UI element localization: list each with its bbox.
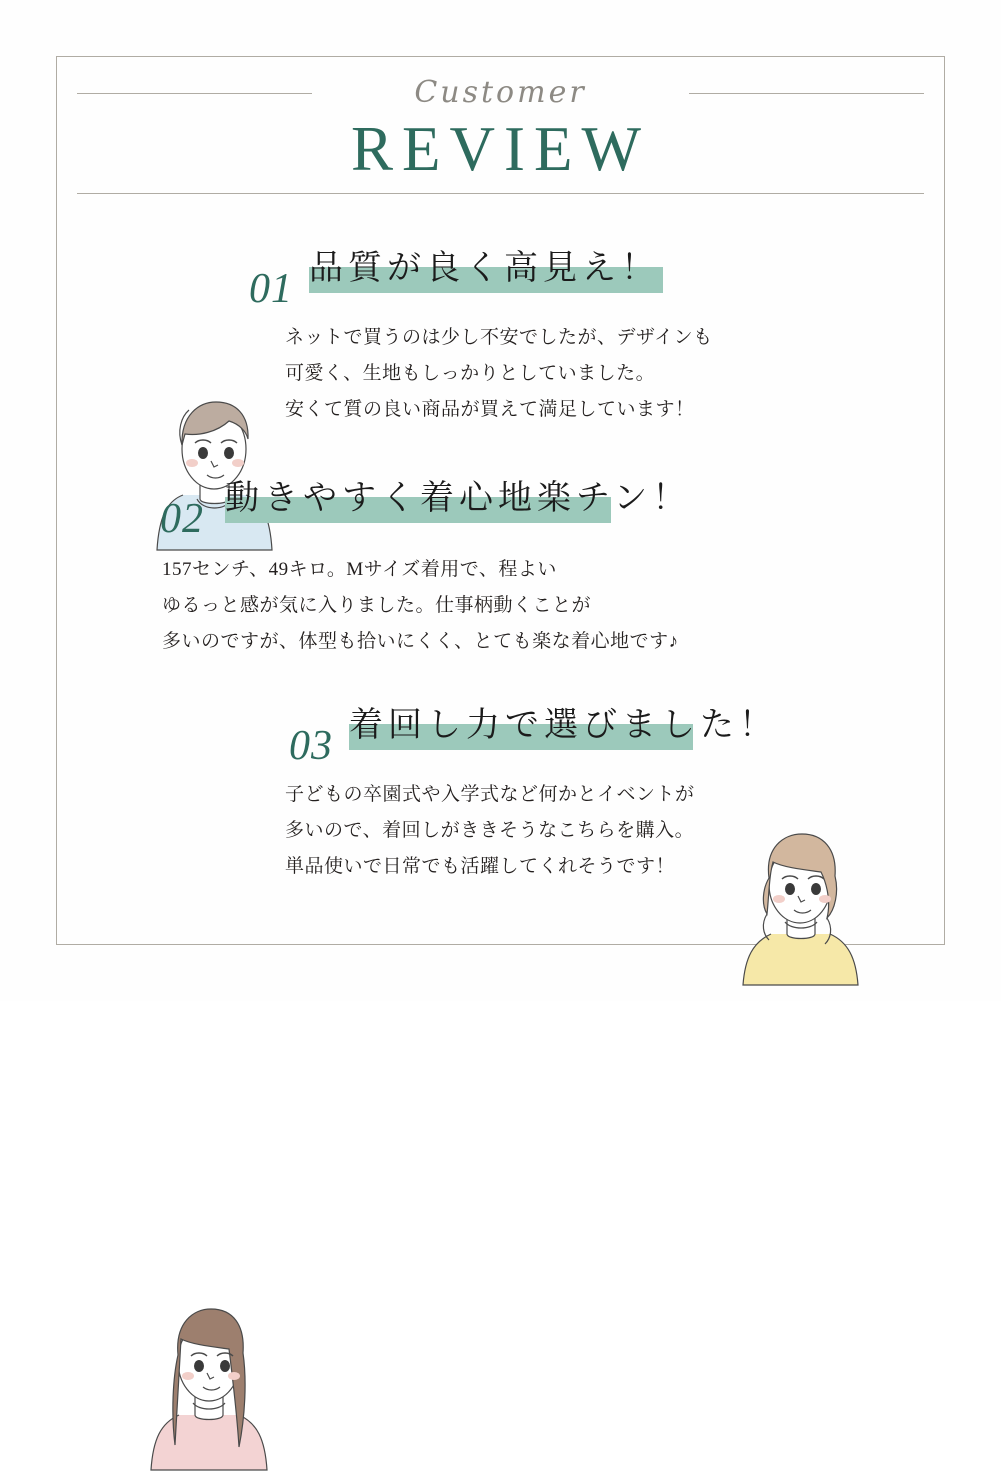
review-headline-2: 動きやすく着心地楽チン！ <box>225 480 692 517</box>
avatar-long-hair-woman <box>127 1297 292 1472</box>
page-frame <box>56 56 945 945</box>
review-headline-1: 品質が良く高見え！ <box>309 250 660 287</box>
review-headline-3: 着回し力で選びました！ <box>349 707 778 744</box>
review-body-1 <box>285 320 713 428</box>
review-body-line: ゆるっと感が気に入りました。仕事柄動くことが <box>162 595 592 616</box>
review-item-1 <box>57 217 944 420</box>
review-body-line: 可愛く、生地もしっかりとしていました。 <box>285 363 656 384</box>
review-headline-wrap-3 <box>349 704 778 748</box>
review-body-2 <box>162 552 679 660</box>
review-headline-wrap-2 <box>225 477 691 521</box>
review-body-line: 単品使いで日常でも活躍してくれそうです！ <box>285 856 676 877</box>
script-title: Customer <box>414 75 587 110</box>
review-body-line: 多いので、着回しがききそうなこちらを購入。 <box>285 820 695 841</box>
header-underline <box>77 193 924 194</box>
review-body-line: 157センチ、49キロ。Mサイズ着用で、程よい <box>162 559 557 580</box>
review-body-line: ネットで買うのは少し不安でしたが、デザインも <box>285 327 713 348</box>
review-body-line: 安くて質の良い商品が買えて満足しています！ <box>285 399 695 420</box>
review-headline-wrap-1 <box>309 247 660 291</box>
review-number-1: 01 <box>249 266 293 312</box>
review-number-3: 03 <box>289 723 333 769</box>
review-item-2 <box>57 437 944 652</box>
page-title: REVIEW <box>351 114 650 184</box>
review-body-line: 子どもの卒園式や入学式など何かとイベントが <box>285 784 695 805</box>
review-item-3 <box>57 672 944 887</box>
review-body-line: 多いのですが、体型も拾いにくく、とても楽な着心地です♪ <box>162 631 679 652</box>
page-header <box>57 57 944 207</box>
review-body-3 <box>285 777 695 885</box>
review-number-2: 02 <box>160 496 204 542</box>
